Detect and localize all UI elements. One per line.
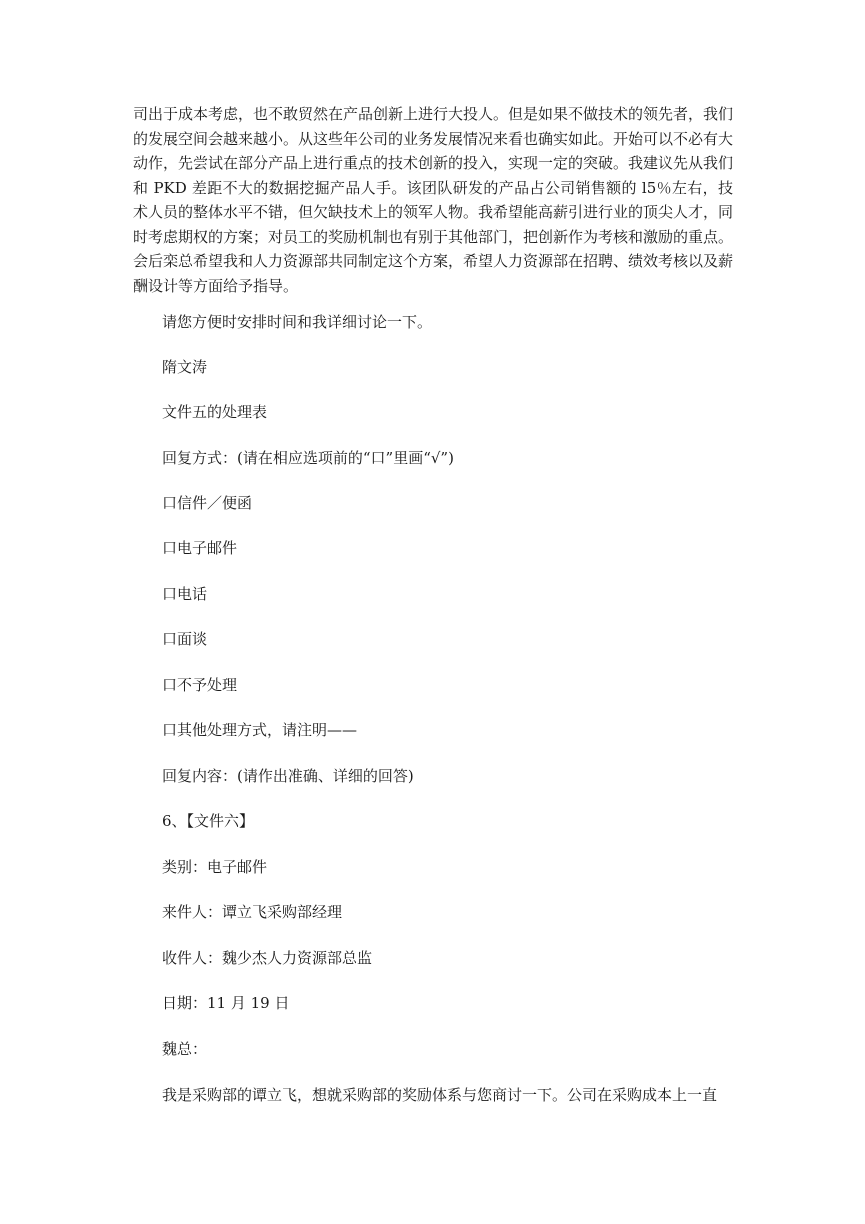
sender-line: 来件人：谭立飞采购部经理 (162, 903, 343, 921)
reply-content-label: 回复内容：(请作出准确、详细的回答) (162, 767, 414, 785)
option-other: 口其他处理方式，请注明—— (162, 721, 358, 739)
reply-method-label: 回复方式：(请在相应选项前的“口”里画“√”) (162, 449, 454, 467)
file-five-handling-title: 文件五的处理表 (162, 403, 268, 421)
option-email: 口电子邮件 (162, 539, 238, 557)
signature-sui-wentao: 隋文涛 (162, 358, 208, 376)
option-interview: 口面谈 (162, 630, 208, 648)
recipient-line: 收件人：魏少杰人力资源部总监 (162, 949, 373, 967)
date-line: 日期：11 月 19 日 (162, 994, 290, 1012)
file-six-heading: 6、【文件六】 (162, 812, 255, 830)
request-discussion-line: 请您方便时安排时间和我详细讨论一下。 (162, 313, 433, 331)
continuation-paragraph: 司出于成本考虑，也不敢贸然在产品创新上进行大投人。但是如果不做技术的领先者，我们的发展空间会越来越小。从这些年公司的业务发展情况来看也确实如此。开始可以不必有大动作，先尝试在部分产品上进行重点的技术创新的投入，实现一定的突破。我建议先从我们和 PKD 差距不大的数据挖掘产品人手。该团队研发的产品占公司销售额的 l5％左右，技术人员的整体水平不错，但欠缺技术上的领军人物。我希望能高薪引进行业的顶尖人才，同时考虑期权的方案；对员工的奖励机制也有别于其他部门，把创新作为考核和激励的重点。会后栾总希望我和人力资源部共同制定这个方案，希望人力资源部在招聘、绩效考核以及薪酬设计等方面给予指导。 (133, 105, 734, 295)
email-body-first-line: 我是采购部的谭立飞，想就采购部的奖励体系与您商讨一下。公司在采购成本上一直 (162, 1086, 718, 1104)
salutation-line: 魏总： (162, 1040, 208, 1058)
option-letter-memo: 口信件／便函 (162, 494, 253, 512)
option-no-action: 口不予处理 (162, 676, 238, 694)
option-phone: 口电话 (162, 585, 208, 603)
category-line: 类别：电子邮件 (162, 858, 268, 876)
